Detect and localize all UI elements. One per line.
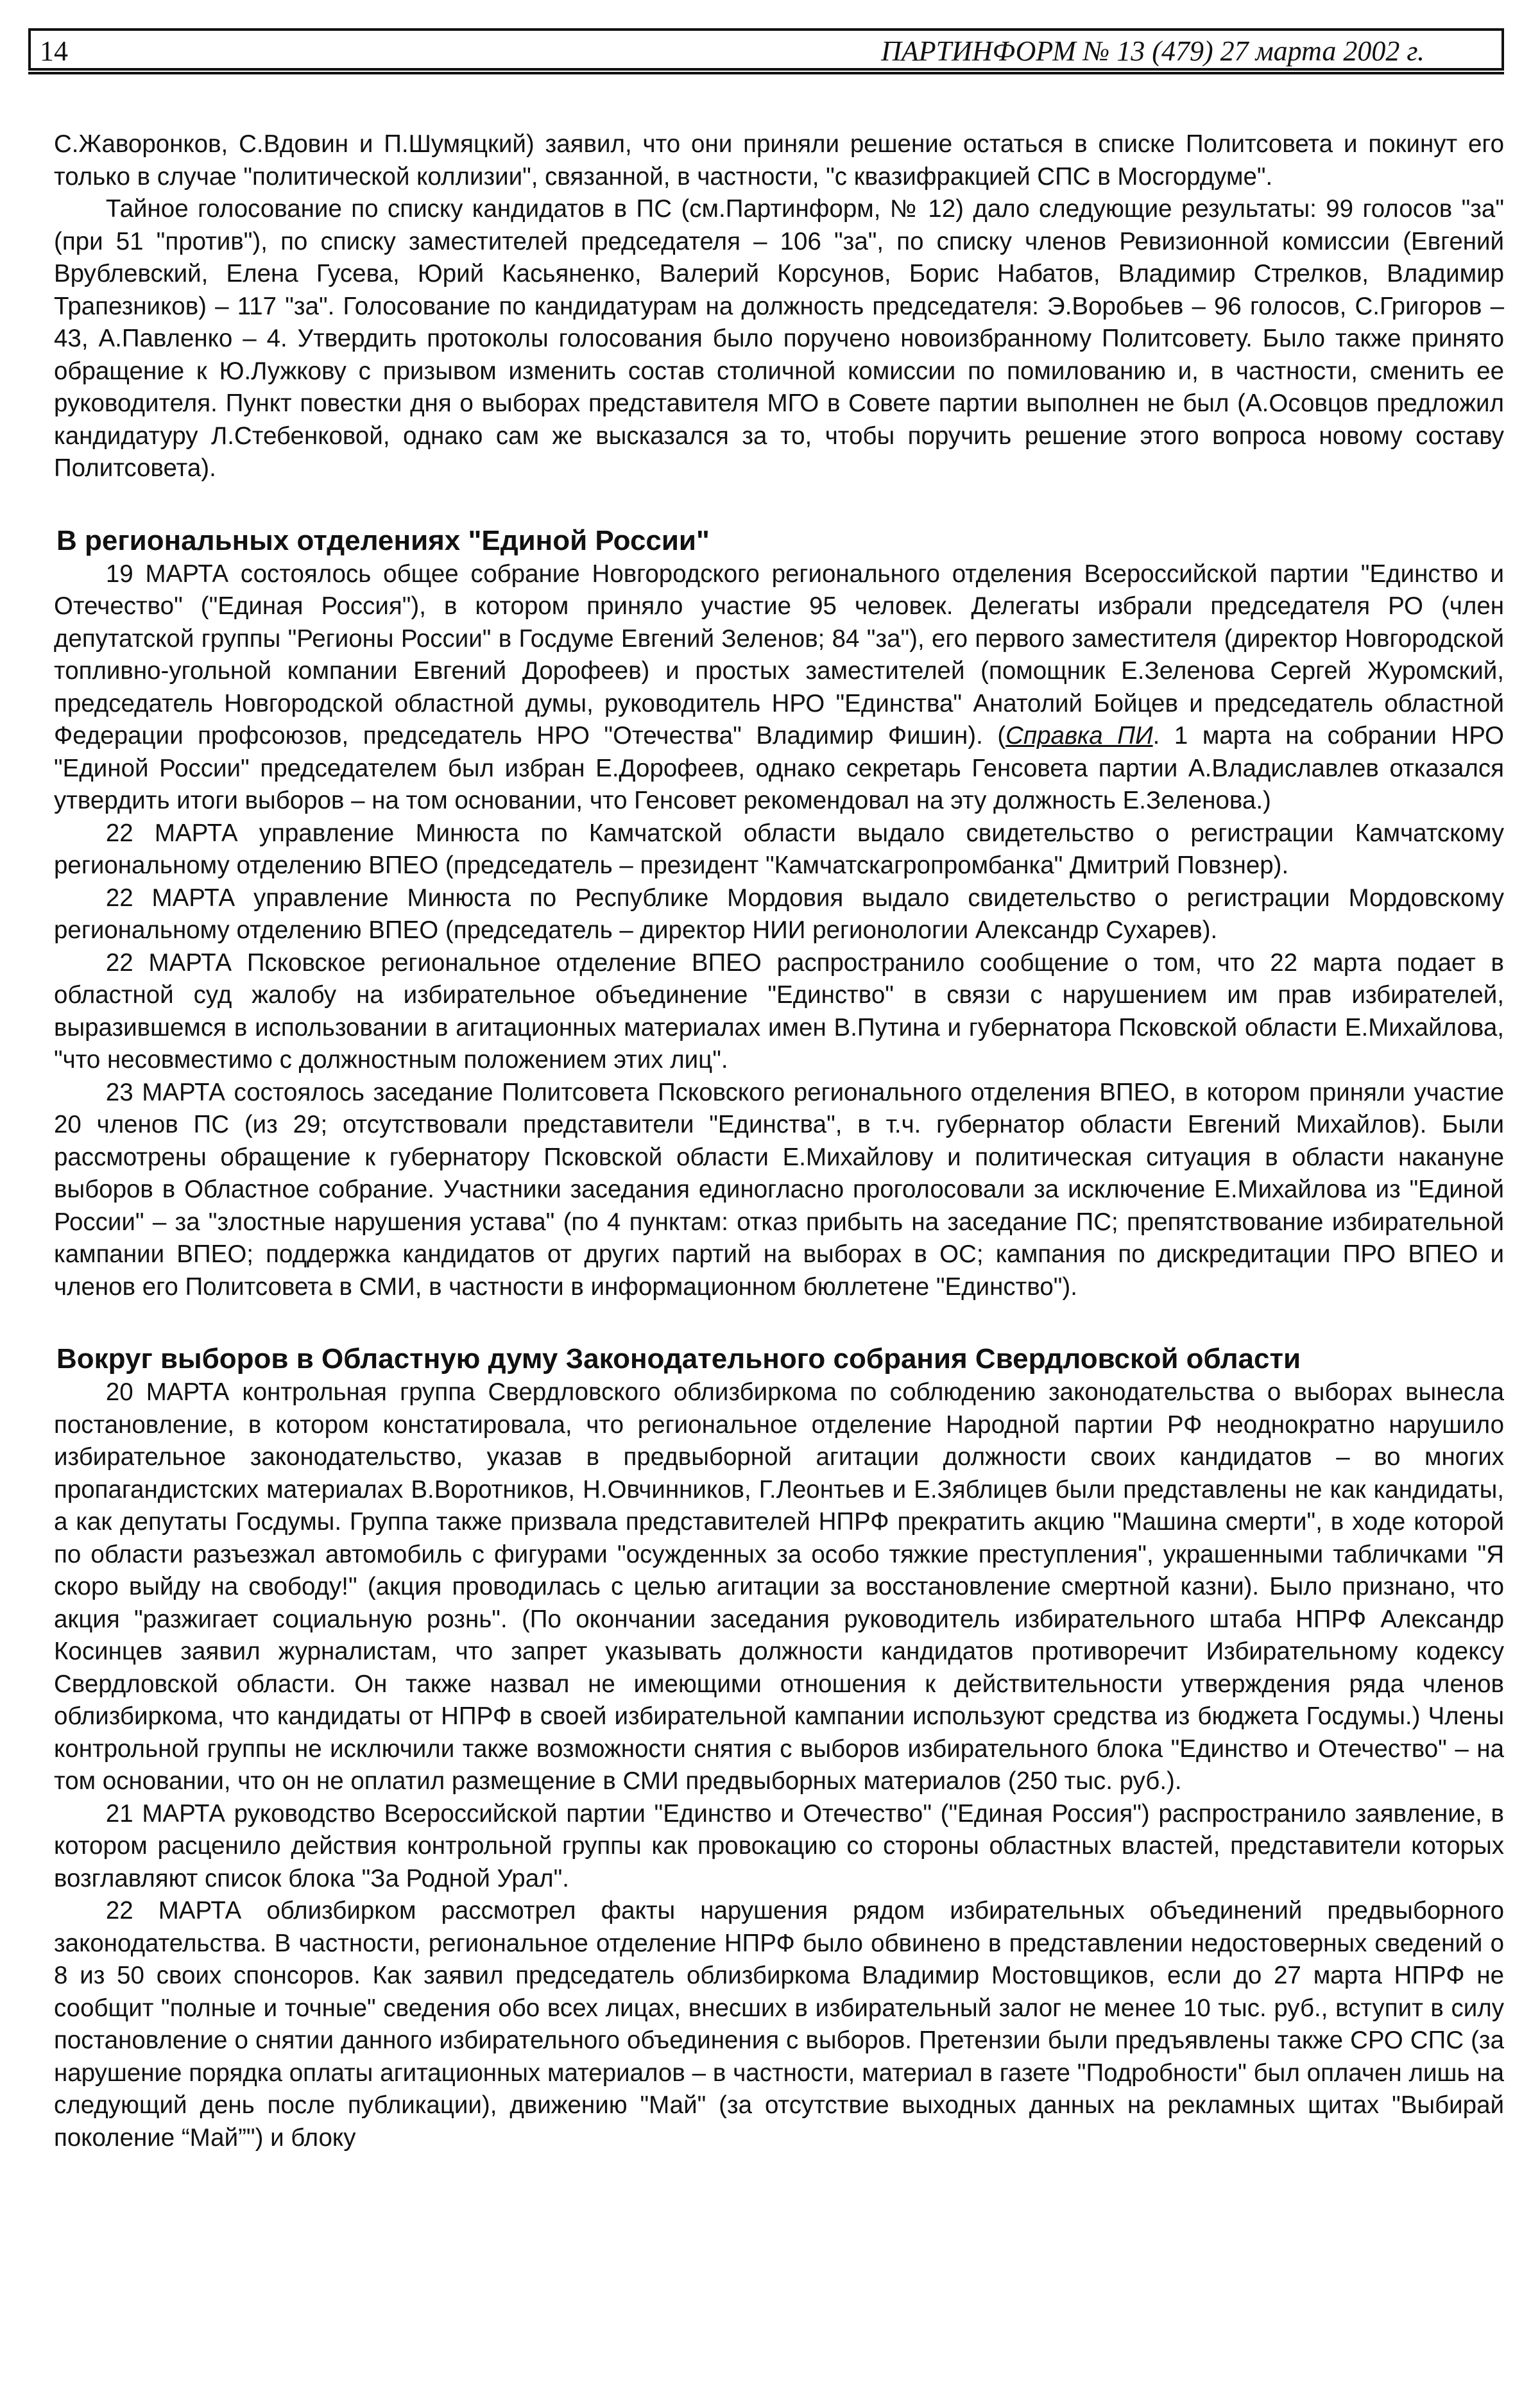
reference-note: Справка ПИ bbox=[1005, 722, 1153, 750]
section-heading: В региональных отделениях "Единой России" bbox=[56, 524, 710, 556]
paragraph: Тайное голосование по списку кандидатов в ПС (см.Партинформ, № 12) дало следующие результаты: 99 голосов "за" (при 51 "против"), по списку заместителей председателя – 106 "за", по списку членов Ревизионной комиссии (Евгений Врублевский, Елена Гусева, Юрий Касьяненко, Валерий Корсунов, Борис Набатов, Владимир Стрелков, Владимир Трапезников) – 117 "за". Голосование по кандидатурам на должность председателя: Э.Воробьев – 96 голосов, С.Григоров – 43, А.Павленко – 4. Утвердить протоколы голосования было поручено новоизбранному Политсовету. Было также принято обращение к Ю.Лужкову с призывом изменить состав столичной комиссии по помилованию и, в частности, сменить ее руководителя. Пункт повестки дня о выборах представителя МГО в Совете партии выполнен не был (А.Осовцов предложил кандидатуру Л.Стебенковой, однако сам же высказался за то, чтобы поручить решение этого вопроса новому составу Политсовета). bbox=[54, 195, 1504, 482]
paragraph: 23 МАРТА состоялось заседание Политсовета Псковского регионального отделения ВПЕО, в котором приняли участие 20 членов ПС (из 29; отсутствовали представители "Единства", в т.ч. губернатор области Евгений Михайлов). Были рассмотрены обращение к губернатору Псковской области Е.Михайлову и политическая ситуация в области накануне выборов в Областное собрание. Участники заседания единогласно проголосовали за исключение Е.Михайлова из "Единой России" – за "злостные нарушения устава" (по 4 пунктам: отказ прибыть на заседание ПС; препятствование избирательной кампании ВПЕО; поддержка кандидатов от других партий на выборах в ОС; кампания по дискредитации ПРО ВПЕО и членов его Политсовета в СМИ, в частности в информационном бюллетене "Единство"). bbox=[54, 1078, 1504, 1301]
paragraph: 22 МАРТА облизбирком рассмотрел факты нарушения рядом избирательных объединений предвыборного законодательства. В частности, региональное отделение НПРФ было обвинено в представлении недостоверных сведений о 8 из 50 своих спонсоров. Как заявил председатель облизбиркома Владимир Мостовщиков, если до 27 марта НПРФ не сообщит "полные и точные" сведения обо всех лицах, внесших в избирательный залог не менее 10 тыс. руб., вступит в силу постановление о снятии данного избирательного объединения с выборов. Претензии были предъявлены также СРО СПС (за нарушение порядка оплаты агитационных материалов – в частности, материал в газете "Подробности" был оплачен лишь на следующий день после публикации), движению "Май" (за отсутствие выходных данных на рекламных щитах "Выбирай поколение “Май”") и блоку bbox=[54, 1897, 1504, 2152]
article-body bbox=[54, 128, 1504, 2154]
paragraph-text: . 1 марта на собрании НРО "Единой России" председателем был избран Е.Дорофеев, однако секретарь Генсовета партии А.Владиславлев отказался утвердить итоги выборов – на том основании, что Генсовет рекомендовал на эту должность Е.Зеленова.) bbox=[54, 722, 1504, 814]
paragraph-text: 19 МАРТА состоялось общее собрание Новгородского регионального отделения Всероссийской партии "Единство и Отечество" ("Единая Россия"), в котором приняло участие 95 человек. Делегаты избрали председателя РО (член депутатской группы "Регионы России" в Госдуме Евгений Зеленов; 84 "за"), его первого заместителя (директор Новгородской топливно-угольной компании Евгений Дорофеев) и простых заместителей (помощник Е.Зеленова Сергей Журомский, председатель Новгородской областной думы, руководитель НРО "Единства" Анатолий Бойцев и председатель областной Федерации профсоюзов, председатель НРО "Отечества" Владимир Фишин). ( bbox=[54, 560, 1504, 750]
paragraph bbox=[54, 558, 1504, 818]
paragraph: 22 МАРТА Псковское региональное отделение ВПЕО распространило сообщение о том, что 22 марта подает в областной суд жалобу на избирательное объединение "Единство" в связи с нарушением им прав избирателей, выразившемся в использовании в агитационных материалах имен В.Путина и губернатора Псковской области Е.Михайлова, "что несовместимо с должностным положением этих лиц". bbox=[54, 948, 1504, 1074]
paragraph: 22 МАРТА управление Минюста по Республике Мордовия выдало свидетельство о регистрации Мордовскому региональному отделению ВПЕО (председатель – директор НИИ регионологии Александр Сухарев). bbox=[54, 884, 1504, 944]
paragraph: 20 МАРТА контрольная группа Свердловского облизбиркома по соблюдению законодательства о выборах вынесла постановление, в котором констатировала, что региональное отделение Народной партии РФ неоднократно нарушило избирательное законодательство, указав в предвыборной агитации должности своих кандидатов – во многих пропагандистских материалах В.Воротников, Н.Овчинников, Г.Леонтьев и Е.Зяблицев были представлены не как кандидаты, а как депутаты Госдумы. Группа также призвала представителей НПРФ прекратить акцию "Машина смерти", в ходе которой по области разъезжал автомобиль с фигурами "осужденных за особо тяжкие преступления", украшенными табличками "Я скоро выйду на свободу!" (акция проводилась с целью агитации за восстановление смертной казни). Было признано, что акция "разжигает социальную рознь". (По окончании заседания руководитель избирательного штаба НПРФ Александр Косинцев заявил журналистам, что запрет указывать должности кандидатов противоречит Избирательному кодексу Свердловской области. Он также назвал не имеющими отношения к действительности утверждения ряда членов облизбиркома, что кандидаты от НПРФ в своей избирательной кампании используют средства из бюджета Госдумы.) Члены контрольной группы не исключили также возможности снятия с выборов избирательного блока "Единство и Отечество" – на том основании, что он не оплатил размещение в СМИ предвыборных материалов (250 тыс. руб.). bbox=[54, 1378, 1504, 1795]
publication-title: ПАРТИНФОРМ № 13 (479) 27 марта 2002 г. bbox=[881, 35, 1425, 67]
paragraph: 21 МАРТА руководство Всероссийской партии "Единство и Отечество" ("Единая Россия") распространило заявление, в котором расценило действия контрольной группы как провокацию со стороны областных властей, представители которых возглавляют список блока "За Родной Урал". bbox=[54, 1799, 1504, 1892]
paragraph: 22 МАРТА управление Минюста по Камчатской области выдало свидетельство о регистрации Камчатскому региональному отделению ВПЕО (председатель – президент "Камчатскагропромбанка" Дмитрий Повзнер). bbox=[54, 819, 1504, 879]
header-rule bbox=[28, 72, 1504, 74]
page-header bbox=[28, 28, 1504, 71]
paragraph: С.Жаворонков, С.Вдовин и П.Шумяцкий) заявил, что они приняли решение остаться в списке Политсовета и покинут его только в случае "политической коллизии", связанной, в частности, "с квазифракцией СПС в Мосгордуме". bbox=[54, 130, 1504, 191]
section-heading: Вокруг выборов в Областную думу Законодательного собрания Свердловской области bbox=[56, 1343, 1301, 1375]
page-number: 14 bbox=[40, 35, 68, 67]
